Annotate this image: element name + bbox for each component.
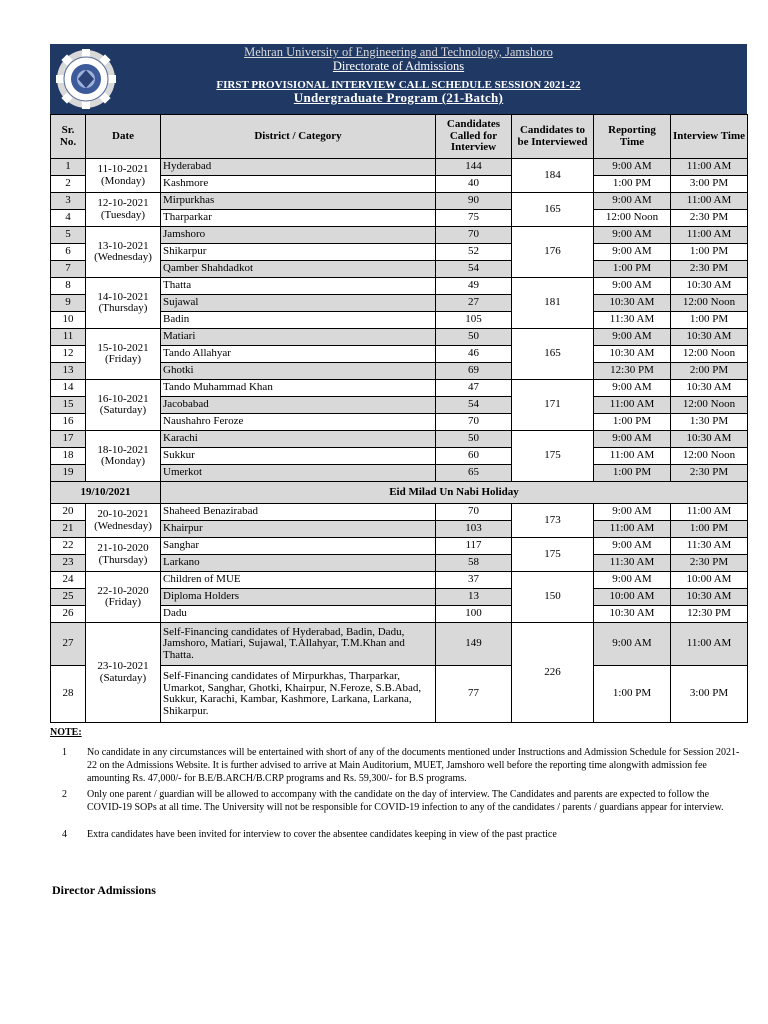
called-count: 75 — [436, 210, 512, 227]
sr-no: 19 — [51, 465, 86, 482]
district: Thatta — [161, 278, 436, 295]
district: Jamshoro — [161, 227, 436, 244]
called-count: 50 — [436, 329, 512, 346]
called-count: 90 — [436, 193, 512, 210]
reporting-time: 1:00 PM — [594, 414, 671, 431]
sr-no: 15 — [51, 397, 86, 414]
interview-time: 2:30 PM — [671, 465, 748, 482]
interviewed-total: 226 — [512, 623, 594, 723]
district: Hyderabad — [161, 159, 436, 176]
reporting-time: 1:00 PM — [594, 261, 671, 278]
holiday-label: Eid Milad Un Nabi Holiday — [161, 482, 748, 504]
district: Naushahro Feroze — [161, 414, 436, 431]
district: Tando Allahyar — [161, 346, 436, 363]
reporting-time: 9:00 AM — [594, 380, 671, 397]
reporting-time: 11:00 AM — [594, 397, 671, 414]
interview-time: 10:30 AM — [671, 329, 748, 346]
interview-time: 10:30 AM — [671, 431, 748, 448]
reporting-time: 10:30 AM — [594, 346, 671, 363]
directorate-name: Directorate of Admissions — [332, 59, 465, 73]
table-row — [51, 329, 748, 346]
reporting-time: 12:30 PM — [594, 363, 671, 380]
sr-no: 18 — [51, 448, 86, 465]
called-count: 50 — [436, 431, 512, 448]
interview-time: 12:00 Noon — [671, 295, 748, 312]
district: Mirpurkhas — [161, 193, 436, 210]
interview-time: 3:00 PM — [671, 176, 748, 193]
sr-no: 1 — [51, 159, 86, 176]
interviewed-total: 173 — [512, 504, 594, 538]
sr-no: 5 — [51, 227, 86, 244]
sr-no: 11 — [51, 329, 86, 346]
called-count: 54 — [436, 261, 512, 278]
district: Sujawal — [161, 295, 436, 312]
district: Children of MUE — [161, 572, 436, 589]
sr-no: 12 — [51, 346, 86, 363]
called-count: 70 — [436, 227, 512, 244]
sr-no: 14 — [51, 380, 86, 397]
column-header: Candidates to be Interviewed — [512, 115, 594, 159]
sr-no: 24 — [51, 572, 86, 589]
reporting-time: 1:00 PM — [594, 465, 671, 482]
district: Badin — [161, 312, 436, 329]
sr-no: 2 — [51, 176, 86, 193]
interview-time: 1:00 PM — [671, 521, 748, 538]
called-count: 77 — [436, 666, 512, 723]
reporting-time: 10:00 AM — [594, 589, 671, 606]
interview-date: 12-10-2021 (Tuesday) — [86, 193, 161, 227]
reporting-time: 11:30 AM — [594, 312, 671, 329]
reporting-time: 9:00 AM — [594, 244, 671, 261]
interview-date: 16-10-2021 (Saturday) — [86, 380, 161, 431]
district: Kashmore — [161, 176, 436, 193]
called-count: 37 — [436, 572, 512, 589]
table-row — [51, 193, 748, 210]
sr-no: 10 — [51, 312, 86, 329]
called-count: 27 — [436, 295, 512, 312]
sr-no: 27 — [51, 623, 86, 666]
reporting-time: 9:00 AM — [594, 227, 671, 244]
sr-no: 13 — [51, 363, 86, 380]
reporting-time: 9:00 AM — [594, 329, 671, 346]
interview-time: 12:00 Noon — [671, 346, 748, 363]
table-row — [51, 278, 748, 295]
interview-date: 13-10-2021 (Wednesday) — [86, 227, 161, 278]
interview-time: 11:00 AM — [671, 623, 748, 666]
column-header: Sr. No. — [51, 115, 86, 159]
district: Tharparkar — [161, 210, 436, 227]
interviewed-total: 165 — [512, 329, 594, 380]
interviewed-total: 184 — [512, 159, 594, 193]
interview-time: 11:30 AM — [671, 538, 748, 555]
interview-time: 1:00 PM — [671, 244, 748, 261]
district: Matiari — [161, 329, 436, 346]
called-count: 13 — [436, 589, 512, 606]
district: Sanghar — [161, 538, 436, 555]
column-header: Reporting Time — [594, 115, 671, 159]
sr-no: 22 — [51, 538, 86, 555]
sr-no: 4 — [51, 210, 86, 227]
interview-date: 18-10-2021 (Monday) — [86, 431, 161, 482]
called-count: 54 — [436, 397, 512, 414]
reporting-time: 1:00 PM — [594, 666, 671, 723]
district: Self-Financing candidates of Mirpurkhas, Tharparkar, Umarkot, Sanghar, Ghotki, Khairpur, N.Feroze, S.B.Abad, Sukkur, Karachi, Kambar, Kashmore, Larkana, Larkana, Shikarpur. — [161, 666, 436, 723]
sr-no: 25 — [51, 589, 86, 606]
district: Dadu — [161, 606, 436, 623]
sr-no: 8 — [51, 278, 86, 295]
table-row — [51, 623, 748, 666]
interviewed-total: 175 — [512, 538, 594, 572]
called-count: 105 — [436, 312, 512, 329]
table-header-row — [51, 115, 748, 159]
district: Karachi — [161, 431, 436, 448]
schedule-title: FIRST PROVISIONAL INTERVIEW CALL SCHEDULE SESSION 2021-22 — [216, 79, 581, 91]
signature-title: Director Admissions — [52, 883, 156, 897]
interviewed-total: 175 — [512, 431, 594, 482]
district: Umerkot — [161, 465, 436, 482]
called-count: 49 — [436, 278, 512, 295]
note-number: 1 — [62, 747, 67, 758]
interview-time: 12:00 Noon — [671, 448, 748, 465]
district: Larkano — [161, 555, 436, 572]
reporting-time: 9:00 AM — [594, 278, 671, 295]
university-name: Mehran University of Engineering and Technology, Jamshoro — [244, 45, 553, 59]
interview-time: 1:30 PM — [671, 414, 748, 431]
sr-no: 3 — [51, 193, 86, 210]
sr-no: 20 — [51, 504, 86, 521]
note-item — [50, 788, 746, 828]
district: Shikarpur — [161, 244, 436, 261]
called-count: 70 — [436, 414, 512, 431]
interview-time: 11:00 AM — [671, 227, 748, 244]
reporting-time: 9:00 AM — [594, 431, 671, 448]
sr-no: 6 — [51, 244, 86, 261]
interview-date: 11-10-2021 (Monday) — [86, 159, 161, 193]
district: Ghotki — [161, 363, 436, 380]
interview-time: 2:30 PM — [671, 261, 748, 278]
sr-no: 9 — [51, 295, 86, 312]
called-count: 144 — [436, 159, 512, 176]
called-count: 149 — [436, 623, 512, 666]
sr-no: 23 — [51, 555, 86, 572]
interview-time: 3:00 PM — [671, 666, 748, 723]
table-row — [51, 572, 748, 589]
table-row — [51, 431, 748, 448]
called-count: 103 — [436, 521, 512, 538]
interview-date: 22-10-2020 (Friday) — [86, 572, 161, 623]
interview-date: 15-10-2021 (Friday) — [86, 329, 161, 380]
called-count: 40 — [436, 176, 512, 193]
interview-time: 10:00 AM — [671, 572, 748, 589]
holiday-row — [51, 482, 748, 504]
table-row — [51, 159, 748, 176]
interview-time: 12:00 Noon — [671, 397, 748, 414]
reporting-time: 12:00 Noon — [594, 210, 671, 227]
reporting-time: 9:00 AM — [594, 159, 671, 176]
called-count: 52 — [436, 244, 512, 261]
interview-time: 2:30 PM — [671, 210, 748, 227]
interview-time: 2:00 PM — [671, 363, 748, 380]
reporting-time: 11:00 AM — [594, 521, 671, 538]
interview-date: 23-10-2021 (Saturday) — [86, 623, 161, 723]
district: Sukkur — [161, 448, 436, 465]
interviewed-total: 176 — [512, 227, 594, 278]
reporting-time: 9:00 AM — [594, 538, 671, 555]
sr-no: 16 — [51, 414, 86, 431]
district: Self-Financing candidates of Hyderabad, Badin, Dadu, Jamshoro, Matiari, Sujawal, T.Allahyar, T.M.Khan and Thatta. — [161, 623, 436, 666]
interview-date: 20-10-2021 (Wednesday) — [86, 504, 161, 538]
called-count: 69 — [436, 363, 512, 380]
note-item — [50, 828, 746, 842]
interviewed-total: 165 — [512, 193, 594, 227]
note-text: Only one parent / guardian will be allowed to accompany with the candidate on the day of interview. The Candidates and parents are expected to follow the COVID-19 SOPs at all time. The University will not be responsible for COVID-19 infection to any of the candidates / parents / guardians appear for interview. — [87, 789, 724, 813]
district: Qamber Shahdadkot — [161, 261, 436, 278]
note-number: 4 — [62, 829, 67, 840]
called-count: 60 — [436, 448, 512, 465]
interview-time: 10:30 AM — [671, 589, 748, 606]
called-count: 70 — [436, 504, 512, 521]
district: Tando Muhammad Khan — [161, 380, 436, 397]
interviewed-total: 171 — [512, 380, 594, 431]
column-header: Date — [86, 115, 161, 159]
called-count: 100 — [436, 606, 512, 623]
table-row — [51, 538, 748, 555]
interview-time: 2:30 PM — [671, 555, 748, 572]
interview-date: 14-10-2021 (Thursday) — [86, 278, 161, 329]
sr-no: 7 — [51, 261, 86, 278]
interviewed-total: 150 — [512, 572, 594, 623]
interview-time: 10:30 AM — [671, 278, 748, 295]
holiday-date: 19/10/2021 — [51, 482, 161, 504]
interview-time: 10:30 AM — [671, 380, 748, 397]
reporting-time: 9:00 AM — [594, 193, 671, 210]
interview-time: 1:00 PM — [671, 312, 748, 329]
reporting-time: 11:30 AM — [594, 555, 671, 572]
column-header: District / Category — [161, 115, 436, 159]
interview-time: 11:00 AM — [671, 193, 748, 210]
reporting-time: 9:00 AM — [594, 572, 671, 589]
sr-no: 21 — [51, 521, 86, 538]
table-row — [51, 227, 748, 244]
reporting-time: 11:00 AM — [594, 448, 671, 465]
called-count: 46 — [436, 346, 512, 363]
note-number: 2 — [62, 789, 67, 800]
interview-date: 21-10-2020 (Thursday) — [86, 538, 161, 572]
called-count: 65 — [436, 465, 512, 482]
note-item — [50, 746, 746, 786]
called-count: 47 — [436, 380, 512, 397]
sr-no: 17 — [51, 431, 86, 448]
district: Diploma Holders — [161, 589, 436, 606]
table-row — [51, 380, 748, 397]
document-header — [50, 44, 747, 114]
interview-schedule-table — [50, 114, 748, 723]
district: Shaheed Benazirabad — [161, 504, 436, 521]
interview-time: 11:00 AM — [671, 159, 748, 176]
reporting-time: 9:00 AM — [594, 623, 671, 666]
reporting-time: 10:30 AM — [594, 295, 671, 312]
district: Jacobabad — [161, 397, 436, 414]
interview-time: 12:30 PM — [671, 606, 748, 623]
interview-time: 11:00 AM — [671, 504, 748, 521]
called-count: 117 — [436, 538, 512, 555]
reporting-time: 9:00 AM — [594, 504, 671, 521]
note-text: Extra candidates have been invited for interview to cover the absentee candidates keeping in view of the past practice — [87, 829, 557, 840]
column-header: Candidates Called for Interview — [436, 115, 512, 159]
table-row — [51, 504, 748, 521]
interviewed-total: 181 — [512, 278, 594, 329]
column-header: Interview Time — [671, 115, 748, 159]
sr-no: 28 — [51, 666, 86, 723]
note-text: No candidate in any circumstances will be entertained with short of any of the documents mentioned under Instructions and Admission Schedule for Session 2021-22 on the Admissions Website. It is further advised to arrive at Main Auditorium, MUET, Jamshoro well before the reporting time alongwith admission fee amounting Rs. 47,000/- for B.E/B.ARCH/B.CRP programs and Rs. 59,300/- for B.S programs. — [87, 747, 740, 784]
sr-no: 26 — [51, 606, 86, 623]
reporting-time: 10:30 AM — [594, 606, 671, 623]
called-count: 58 — [436, 555, 512, 572]
program-title: Undergraduate Program (21-Batch) — [293, 90, 504, 105]
notes-heading: NOTE: — [50, 727, 82, 738]
reporting-time: 1:00 PM — [594, 176, 671, 193]
district: Khairpur — [161, 521, 436, 538]
